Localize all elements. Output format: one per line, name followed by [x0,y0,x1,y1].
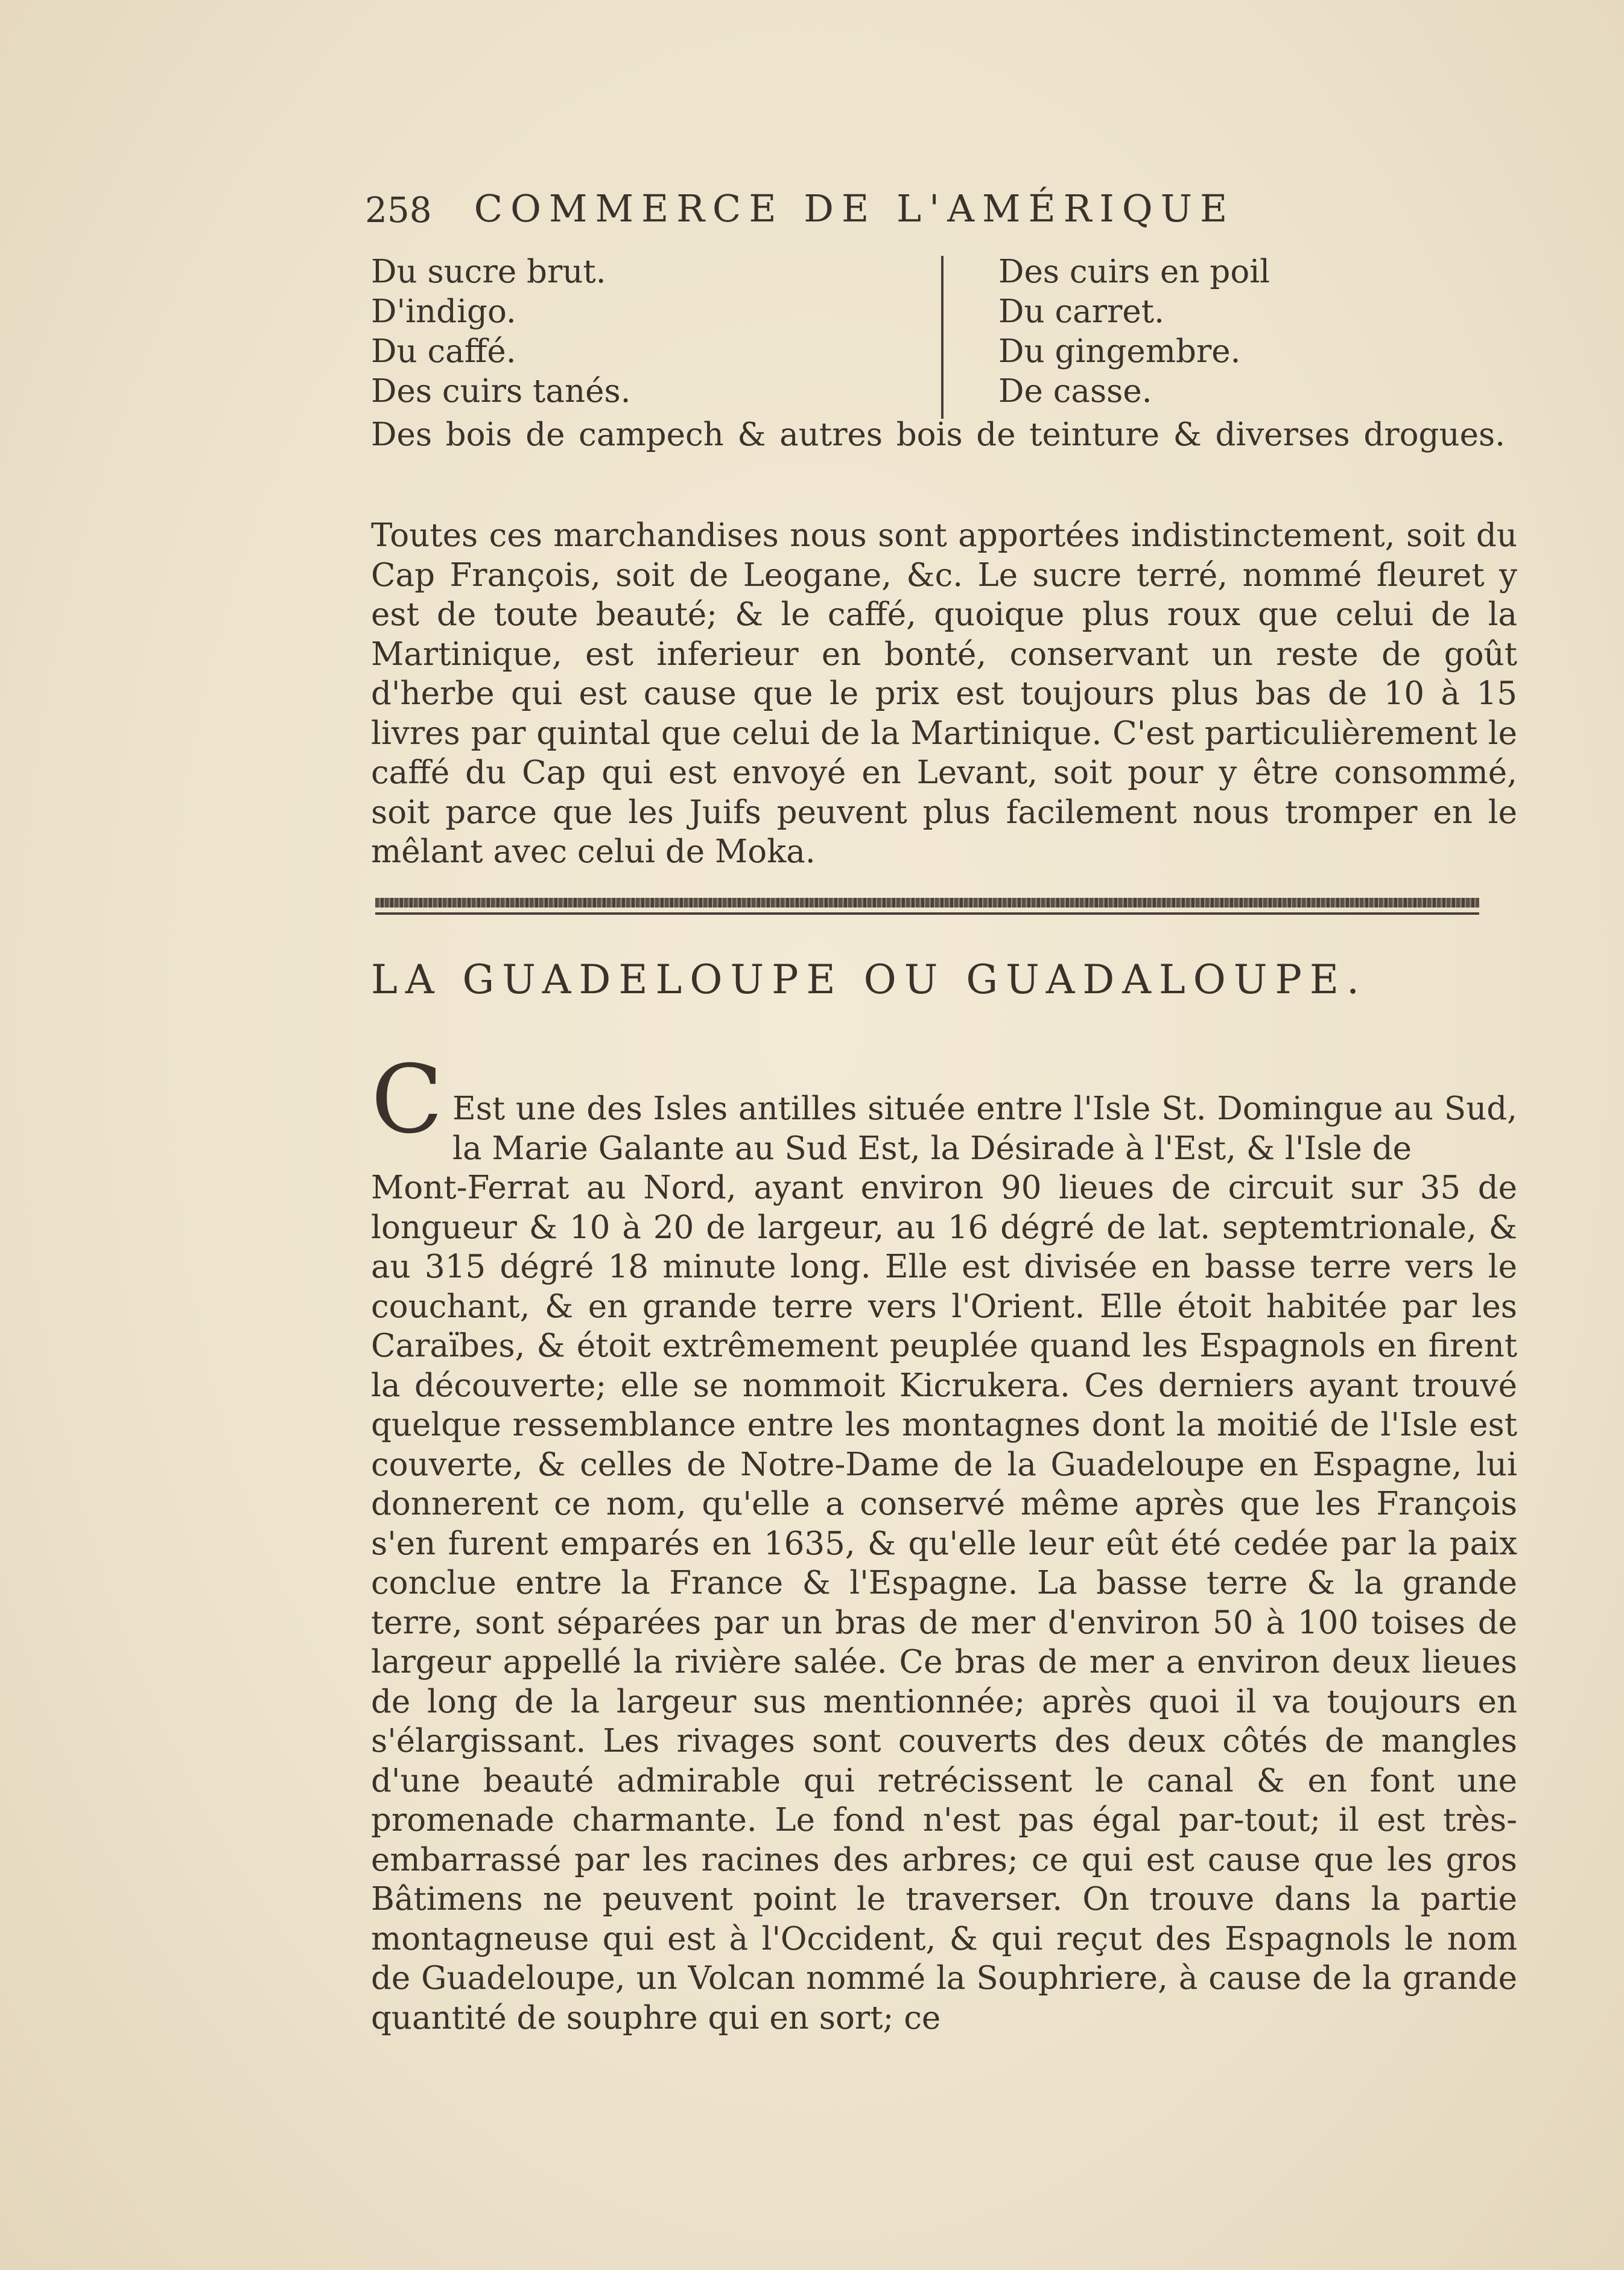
running-title: COMMERCE DE L'AMÉRIQUE [474,186,1235,230]
list-item: Des cuirs tanés. [371,373,631,410]
goods-list-right-column [998,252,1517,412]
page-header [365,176,1378,230]
paragraph-guadeloupe-opening: Est une des Isles antilles située entre l'Isle St. Domingue au Sud, la Marie Galante au Sud Est, la Désirade à l'Est, & l'Isle de [452,1090,1517,1167]
list-item: Du gingembre. [998,333,1241,370]
goods-list [371,252,1517,457]
column-divider [941,256,944,419]
paragraph-commerce: Toutes ces marchandises nous sont apportées indistinctement, soit du Cap François, soit de Leogane, &c. Le sucre terré, nommé fleuret y est de toute beauté; & le caffé, quoique plus roux que celui de la Martinique, est inferieur en bonté, conservant un reste de goût d'herbe qui est cause que le prix est toujours plus bas de 10 à 15 livres par quintal que celui de la Martinique. C'est particulièrement le caffé du Cap qui est envoyé en Levant, soit pour y être consommé, soit parce que les Juifs peuvent plus facilement nous tromper en le mêlant avec celui de Moka. [371,517,1517,870]
section-title: LA GUADELOUPE OU GUADALOUPE. [371,956,1368,1003]
list-item-full-width: Des bois de campech & autres bois de teinture & diverses drogues. [371,416,1505,453]
drop-cap: C [371,1044,443,1154]
list-item: Du carret. [998,293,1164,330]
list-item: Du caffé. [371,333,516,370]
paragraph-guadeloupe: Mont-Ferrat au Nord, ayant environ 90 lieues de circuit sur 35 de longueur & 10 à 20 de largeur, au 16 dégré de lat. septemtrionale, & au 315 dégré 18 minute long. Elle est divisée en basse terre vers le couchant, & en grande terre vers l'Orient. Elle étoit habitée par les Caraïbes, & étoit extrêmement peuplée quand les Espagnols en firent la découverte; elle se nommoit Kicrukera. Ces derniers ayant trouvé quelque ressemblance entre les montagnes dont la moitié de l'Isle est couverte, & celles de Notre-Dame de la Guadeloupe en Espagne, lui donnerent ce nom, qu'elle a conservé même après que les François s'en furent emparés en 1635, & qu'elle leur eût été cedée par la paix conclue entre la France & l'Espagne. La basse terre & la grande terre, sont séparées par un bras de mer d'environ 50 à 100 toises de largeur appellé la rivière salée. Ce bras de mer a environ deux lieues de long de la largeur sus mentionnée; après quoi il va toujours en s'élargissant. Les rivages sont couverts des deux côtés de mangles d'une beauté admirable qui retrécissent le canal & en font une promenade charmante. Le fond n'est pas égal par-tout; il est très-embarrassé par les racines des arbres; ce qui est cause que les gros Bâtimens ne peuvent point le traverser. On trouve dans la partie montagneuse qui est à l'Occident, & qui reçut des Espagnols le nom de Guadeloupe, un Volcan nommé la Souphriere, à cause de la grande quantité de souphre qui en sort; ce [371,1169,1517,2036]
list-item: Des cuirs en poil [998,253,1270,290]
list-item: De casse. [998,373,1152,410]
ornamental-rule [375,898,1479,918]
page-number: 258 [365,189,432,230]
list-item: Du sucre brut. [371,253,606,290]
list-item: D'indigo. [371,293,516,330]
goods-list-left-column [371,252,926,412]
